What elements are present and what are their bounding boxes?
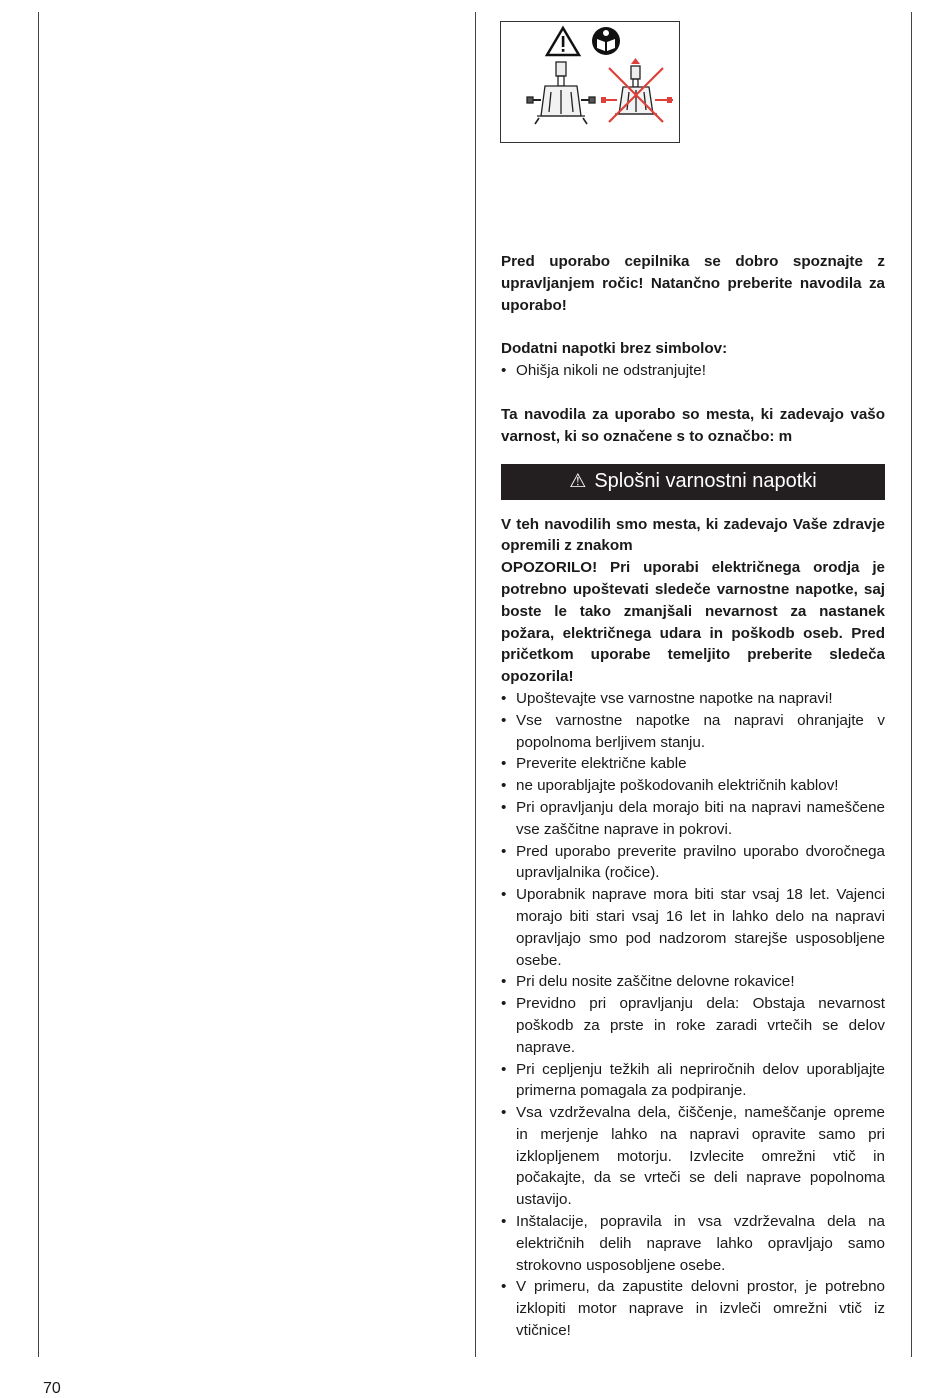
read-manual-icon (592, 27, 620, 55)
list-item: • Pri opravljanju dela morajo biti na napravi nameščene vse zaščitne naprave in pokrovi. (501, 797, 885, 841)
marking-note: Ta navodila za uporabo so mesta, ki zadevajo vašo varnost, ki so označene s to označbo: m (501, 405, 885, 445)
list-item: • ne uporabljajte poškodovanih električnih kablov! (501, 775, 885, 797)
list-item: • Uporabnik naprave mora biti star vsaj 18 let. Vajenci morajo biti stari vsaj 16 let in lahko delo na napravi opravljajo smo pod nadzorom starejše usposobljene osebe. (501, 884, 885, 971)
list-item: • Vse varnostne napotke na napravi ohranjajte v popolnoma berljivem stanju. (501, 710, 885, 754)
list-item: • V primeru, da zapustite delovni prostor, je potrebno izklopiti motor naprave in izvleči omrežni vtič iz vtičnice! (501, 1276, 885, 1341)
list-item: • Inštalacije, popravila in vsa vzdrževalna dela na električnih delih naprave lahko opravljajo samo strokovno usposobljene osebe. (501, 1211, 885, 1276)
splitter-correct-use-icon (527, 62, 595, 124)
warning-triangle-icon: ⚠ (569, 470, 587, 492)
list-item: • Ohišja nikoli ne odstranjujte! (501, 360, 885, 382)
list-item: • Vsa vzdrževalna dela, čiščenje, nameščanje opreme in merjenje lahko na napravi opravite samo pri izklopljenem motorju. Izvlecite omrežni vtič in počakajte, da se vrteči se deli naprave popolnoma ustavijo. (501, 1102, 885, 1211)
warning-lead: V teh navodilih smo mesta, ki zadevajo Vaše zdravje opremili z znakom (501, 515, 885, 555)
main-text-column (501, 251, 885, 1342)
intro-paragraph: Pred uporabo cepilnika se dobro spoznajte z upravljanjem ročic! Natančno preberite navodila za uporabo! (501, 253, 885, 314)
right-margin-line (911, 12, 912, 1357)
left-margin-line (38, 12, 39, 1357)
splitter-prohibited-use-icon (601, 58, 673, 122)
warning-triangle-icon (547, 28, 579, 55)
section-heading-bar (501, 464, 885, 500)
list-item: • Preverite električne kable (501, 753, 885, 775)
section-title: Splošni varnostni napotki (594, 469, 817, 492)
list-item: • Pri cepljenju težkih ali nepriročnih delov uporabljajte primerna pomagala za podpiranje. (501, 1059, 885, 1103)
list-item: • Previdno pri opravljanju dela: Obstaja nevarnost poškodb za prste in roke zaradi vrtečih se delov naprave. (501, 993, 885, 1058)
extra-notes-list (501, 360, 885, 382)
safety-pictogram-panel (500, 21, 680, 143)
list-item: • Pred uporabo preverite pravilno uporabo dvoročnega upravljalnika (ročice). (501, 841, 885, 885)
safety-bullet-list (501, 688, 885, 1342)
extra-notes-heading: Dodatni napotki brez simbolov: (501, 340, 728, 358)
list-item: • Upoštevajte vse varnostne napotke na napravi! (501, 688, 885, 710)
warning-body: OPOZORILO! Pri uporabi električnega orodja je potrebno upoštevati sledeče varnostne napotke, saj boste le tako zmanjšali nevarnost za nastanek požara, električnega udara in poškodb oseb. Pred pričetkom uporabe temeljito preberite sledeča opozorila! (501, 559, 885, 686)
center-divider-line (475, 12, 476, 1357)
page-number: 70 (43, 1380, 61, 1397)
list-item: • Pri delu nosite zaščitne delovne rokavice! (501, 971, 885, 993)
